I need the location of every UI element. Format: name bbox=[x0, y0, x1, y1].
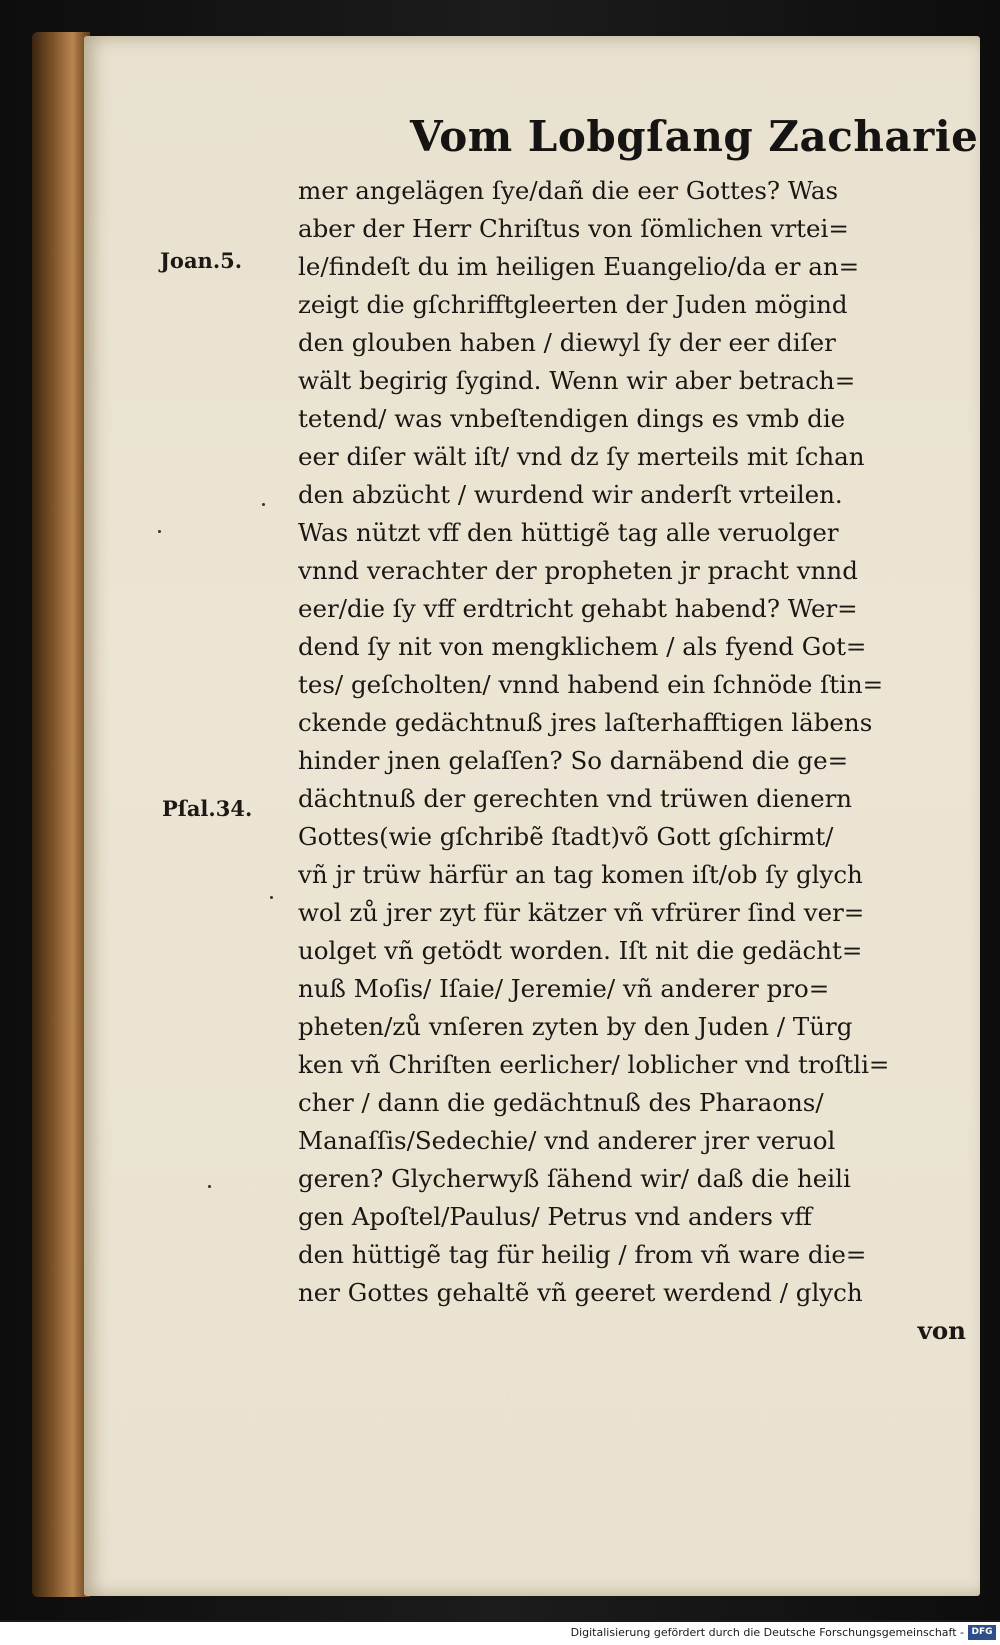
text-line: cher / dann die gedächtnuß des Pharaons/ bbox=[298, 1088, 824, 1117]
ink-spot bbox=[262, 503, 265, 506]
text-line: wol zů jrer zyt für kätzer vñ vfrürer ſind ver= bbox=[298, 898, 865, 927]
text-line: ner Gottes gehaltẽ vñ geeret werdend / glych bbox=[298, 1278, 863, 1307]
text-line: dend ſy nit von mengklichem / als fyend Got= bbox=[298, 632, 867, 661]
footer-credit: Digitalisierung gefördert durch die Deutsche Forschungsgemeinschaft - bbox=[570, 1626, 964, 1639]
text-line: aber der Herr Chriſtus von ſömlichen vrtei= bbox=[298, 214, 849, 243]
dfg-logo: DFG bbox=[968, 1625, 996, 1640]
text-line: nuß Moſis/ Iſaie/ Jeremie/ vñ anderer pro= bbox=[298, 974, 830, 1003]
text-line: le/findeſt du im heiligen Euangelio/da er an= bbox=[298, 252, 860, 281]
text-line: den glouben haben / diewyl ſy der eer diſer bbox=[298, 328, 836, 357]
text-line: tes/ geſcholten/ vnnd habend ein ſchnöde ſtin= bbox=[298, 670, 884, 699]
text-line: pheten/zů vnſeren zyten by den Juden / Türg bbox=[298, 1012, 853, 1041]
running-head: Vom Lobgſang Zacharie bbox=[410, 112, 979, 161]
text-line: eer diſer wält iſt/ vnd dz ſy merteils mit ſchan bbox=[298, 442, 865, 471]
text-line: ken vñ Chriſten eerlicher/ loblicher vnd troſtli= bbox=[298, 1050, 890, 1079]
ink-spot bbox=[270, 896, 273, 899]
text-line: vnnd verachter der propheten jr pracht vnnd bbox=[298, 556, 858, 585]
text-line: Was nützt vff den hüttigẽ tag alle veruolger bbox=[298, 518, 839, 547]
text-line: geren? Glycherwyß ſähend wir/ daß die heili bbox=[298, 1164, 851, 1193]
text-line: dächtnuß der gerechten vnd trüwen dienern bbox=[298, 784, 853, 813]
text-line: eer/die ſy vff erdtricht gehabt habend? Wer= bbox=[298, 594, 858, 623]
ink-spot bbox=[158, 530, 161, 533]
book-fore-edge bbox=[32, 32, 90, 1597]
text-line: ckende gedächtnuß jres laſterhafftigen läbens bbox=[298, 708, 873, 737]
text-line: Manaſſis/Sedechie/ vnd anderer jrer veruol bbox=[298, 1126, 836, 1155]
margin-note-joan: Joan.5. bbox=[160, 248, 243, 273]
catchword: von bbox=[917, 1316, 966, 1345]
text-line: tetend/ was vnbeſtendigen dings es vmb die bbox=[298, 404, 846, 433]
text-line: Gottes(wie gſchribẽ ſtadt)võ Gott gſchirmt/ bbox=[298, 822, 834, 851]
text-line: hinder jnen gelaſſen? So darnäbend die ge= bbox=[298, 746, 849, 775]
body-text bbox=[298, 172, 966, 1350]
text-line: uolget vñ getödt worden. Iſt nit die gedächt= bbox=[298, 936, 863, 965]
text-line: vñ jr trüw härfür an tag komen iſt/ob ſy glych bbox=[298, 860, 863, 889]
text-line: wält begirig ſygind. Wenn wir aber betrach= bbox=[298, 366, 856, 395]
margin-note-psal: Pſal.34. bbox=[162, 796, 253, 821]
text-line: den abzücht / wurdend wir anderſt vrteilen. bbox=[298, 480, 843, 509]
text-line: zeigt die gſchrifftgleerten der Juden mögind bbox=[298, 290, 848, 319]
ink-spot bbox=[208, 1185, 211, 1188]
text-line: den hüttigẽ tag für heilig / from vñ ware die= bbox=[298, 1240, 867, 1269]
digitization-footer bbox=[0, 1622, 1000, 1645]
text-line: gen Apoſtel/Paulus/ Petrus vnd anders vff bbox=[298, 1202, 812, 1231]
text-line: mer angelägen ſye/dañ die eer Gottes? Was bbox=[298, 176, 839, 205]
